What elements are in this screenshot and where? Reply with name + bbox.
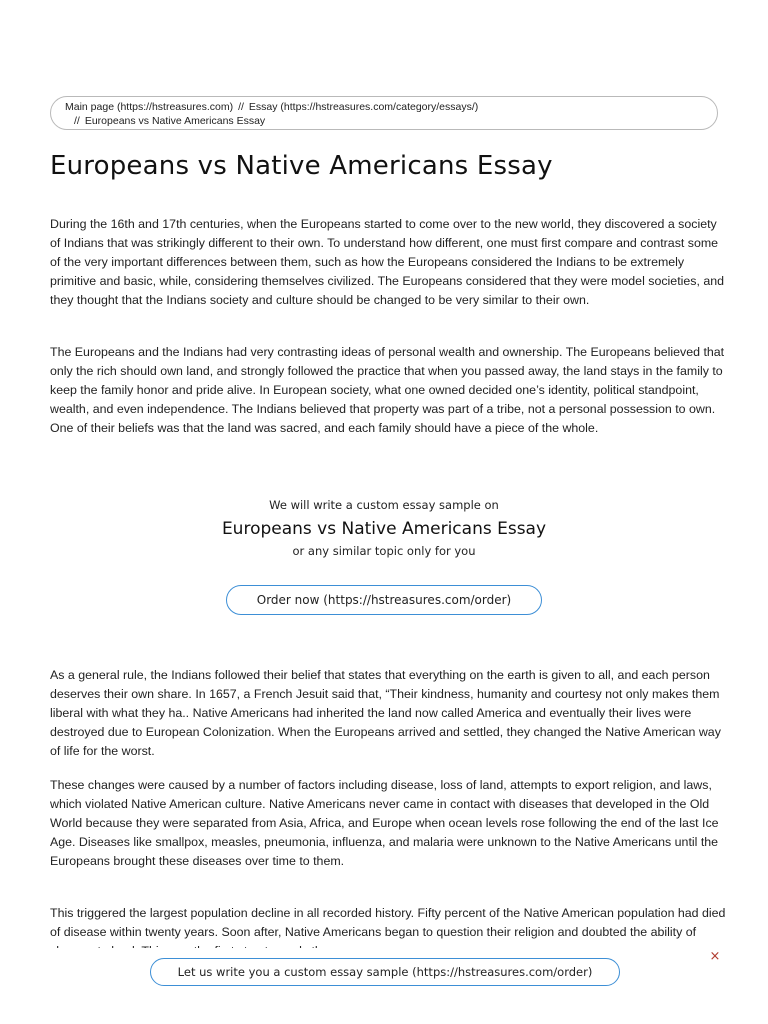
- breadcrumb-line-2: [65, 114, 703, 128]
- article-paragraph: As a general rule, the Indians followed their belief that states that everything on the earth is given to all, and each person deserves their own share. In 1657, a French Jesuit said that, “Their kindness, humanity and courtesy not only makes them liberal with what they ha.. Native Americans had inherited the land now called America and eventually their lives were destroyed due to European Colonization. When the Europeans arrived and settled, they changed the Native American way of life for the worst.: [50, 668, 721, 758]
- breadcrumb-home-link[interactable]: Main page (https://hstreasures.com): [65, 101, 234, 113]
- breadcrumb-category-link[interactable]: Essay (https://hstreasures.com/category/essays/): [248, 101, 479, 113]
- page-title: Europeans vs Native Americans Essay: [50, 151, 553, 181]
- breadcrumb-separator: //: [238, 101, 244, 113]
- close-icon[interactable]: ×: [709, 949, 721, 964]
- breadcrumb: [50, 96, 718, 130]
- order-now-button[interactable]: Order now (https://hstreasures.com/order): [226, 585, 542, 615]
- breadcrumb-separator: //: [74, 115, 80, 127]
- breadcrumb-line-1: [65, 100, 703, 114]
- cta-intro-text: We will write a custom essay sample on: [269, 498, 499, 512]
- custom-essay-sticky-button[interactable]: Let us write you a custom essay sample (https://hstreasures.com/order): [150, 958, 620, 986]
- essay-cta-block: [50, 496, 718, 560]
- article-paragraph: During the 16th and 17th centuries, when the Europeans started to come over to the new world, they discovered a society of Indians that was strikingly different to their own. To understand how different, one must first compare and contrast some of the very important differences between them, such as how the Europeans considered the Indians to be extremely primitive and basic, while, considering themselves civilized. The Europeans considered that they were model societies, and they thought that the Indians society and culture should be changed to be very similar to their own.: [50, 217, 725, 307]
- article-paragraph: The Europeans and the Indians had very contrasting ideas of personal wealth and ownership. The Europeans believed that only the rich should own land, and strongly followed the practice that when you passed away, the land stays in the family to keep the family honor and pride alive. In European society, what one owned decided one’s identity, political standpoint, wealth, and even independence. The Indians believed that property was part of a tribe, not a personal possession to own. One of their beliefs was that the land was sacred, and each family should have a piece of the whole.: [50, 345, 725, 435]
- cta-subtext: or any similar topic only for you: [292, 544, 476, 558]
- cta-title: Europeans vs Native Americans Essay: [221, 519, 547, 539]
- article-paragraph: This triggered the largest population decline in all recorded history. Fifty percent of the Native American population had died of disease within twenty years. Soon after, Native Americans began to question their religion and doubted the ability of: [50, 906, 726, 939]
- breadcrumb-current: Europeans vs Native Americans Essay: [84, 115, 266, 127]
- article-paragraph: These changes were caused by a number of factors including disease, loss of land, attempts to export religion, and laws, which violated Native American culture. Native Americans never came in contact with diseases that developed in the Old World because they were separated from Asia, Africa, and Europe when ocean levels rose following the end of the last Ice Age. Diseases like smallpox, measles, pneumonia, influenza, and malaria were unknown to the Native Americans until the Europeans brought these diseases over time to them.: [50, 778, 719, 868]
